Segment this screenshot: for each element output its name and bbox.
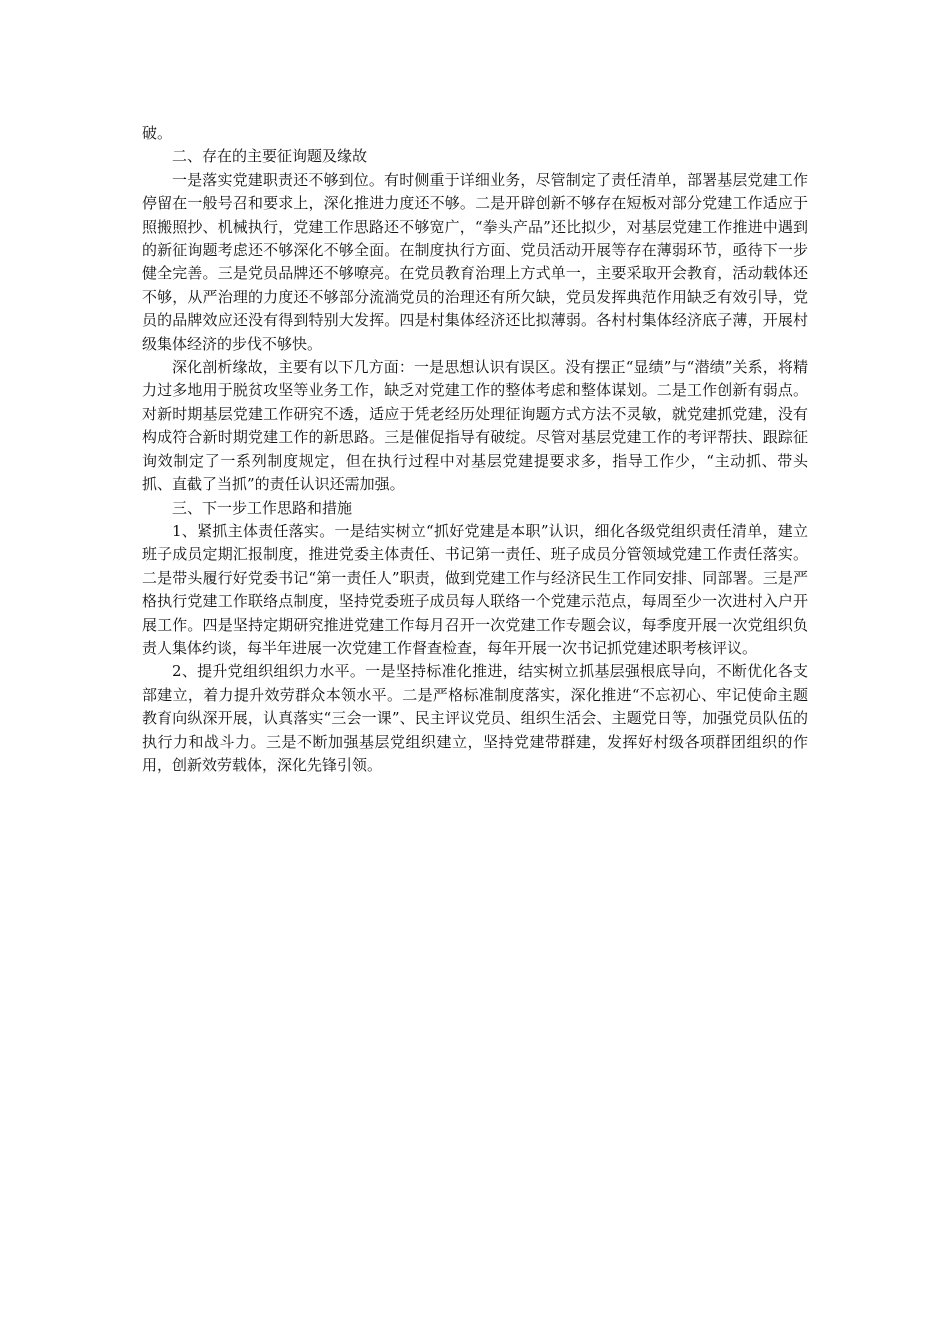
section-heading-problems: 二、存在的主要征询题及缘故	[172, 147, 368, 166]
paragraph-fragment: 破。	[142, 124, 173, 142]
paragraph-causes: 深化剖析缘故，主要有以下几方面：一是思想认识有误区。没有摆正“显绩”与“潜绩”关系，将精力过多地用于脱贫攻坚等业务工作，缺乏对党建工作的整体考虑和整体谋划。二是工作创新有弱点。对新时期基层党建工作研究不透，适应于凭老经历处理征询题方式方法不灵敏，就党建抓党建，没有构成符合新时期党建工作的新思路。三是催促指导有破绽。尽管对基层党建工作的考评帮扶、跟踪征询效制定了一系列制度规定，但在执行过程中对基层党建提要求多，指导工作少，“主动抓、带头抓、直截了当抓”的责任认识还需加强。	[142, 358, 808, 494]
paragraph-measure-1: 1、紧抓主体责任落实。一是结实树立“抓好党建是本职”认识，细化各级党组织责任清单，建立班子成员定期汇报制度，推进党委主体责任、书记第一责任、班子成员分管领域党建工作责任落实。二是带头履行好党委书记“第一责任人”职责，做到党建工作与经济民生工作同安排、同部署。三是严格执行党建工作联络点制度，坚持党委班子成员每人联络一个党建示范点，每周至少一次进村入户开展工作。四是坚持定期研究推进党建工作每月召开一次党建工作专题会议，每季度开展一次党组织负责人集体约谈，每半年进展一次党建工作督查检查，每年开展一次书记抓党建述职考核评议。	[142, 521, 808, 657]
paragraph-problems: 一是落实党建职责还不够到位。有时侧重于详细业务，尽管制定了责任清单，部署基层党建工作停留在一般号召和要求上，深化推进力度还不够。二是开辟创新不够存在短板对部分党建工作适应于照搬照抄、机械执行，党建工作思路还不够宽广，“拳头产品”还比拟少，对基层党建工作推进中遇到的新征询题考虑还不够深化不够全面。在制度执行方面、党员活动开展等存在薄弱环节，亟待下一步健全完善。三是党员品牌还不够嘹亮。在党员教育治理上方式单一，主要采取开会教育，活动载体还不够，从严治理的力度还不够部分流淌党员的治理还有所欠缺，党员发挥典范作用缺乏有效引导，党员的品牌效应还没有得到特别大发挥。四是村集体经济还比拟薄弱。各村村集体经济底子薄，开展村级集体经济的步伐不够快。	[142, 170, 808, 353]
paragraph-measure-2: 2、提升党组织组织力水平。一是坚持标准化推进，结实树立抓基层强根底导向，不断优化各支部建立，着力提升效劳群众本领水平。二是严格标准制度落实，深化推进“不忘初心、牢记使命主题教育向纵深开展，认真落实“三会一课”、民主评议党员、组织生活会、主题党日等，加强党员队伍的执行力和战斗力。三是不断加强基层党组织建立，坚持党建带群建，发挥好村级各项群团组织的作用，创新效劳载体，深化先锋引领。	[142, 662, 808, 774]
document-page	[142, 122, 808, 777]
section-heading-next-steps: 三、下一步工作思路和措施	[172, 498, 353, 517]
